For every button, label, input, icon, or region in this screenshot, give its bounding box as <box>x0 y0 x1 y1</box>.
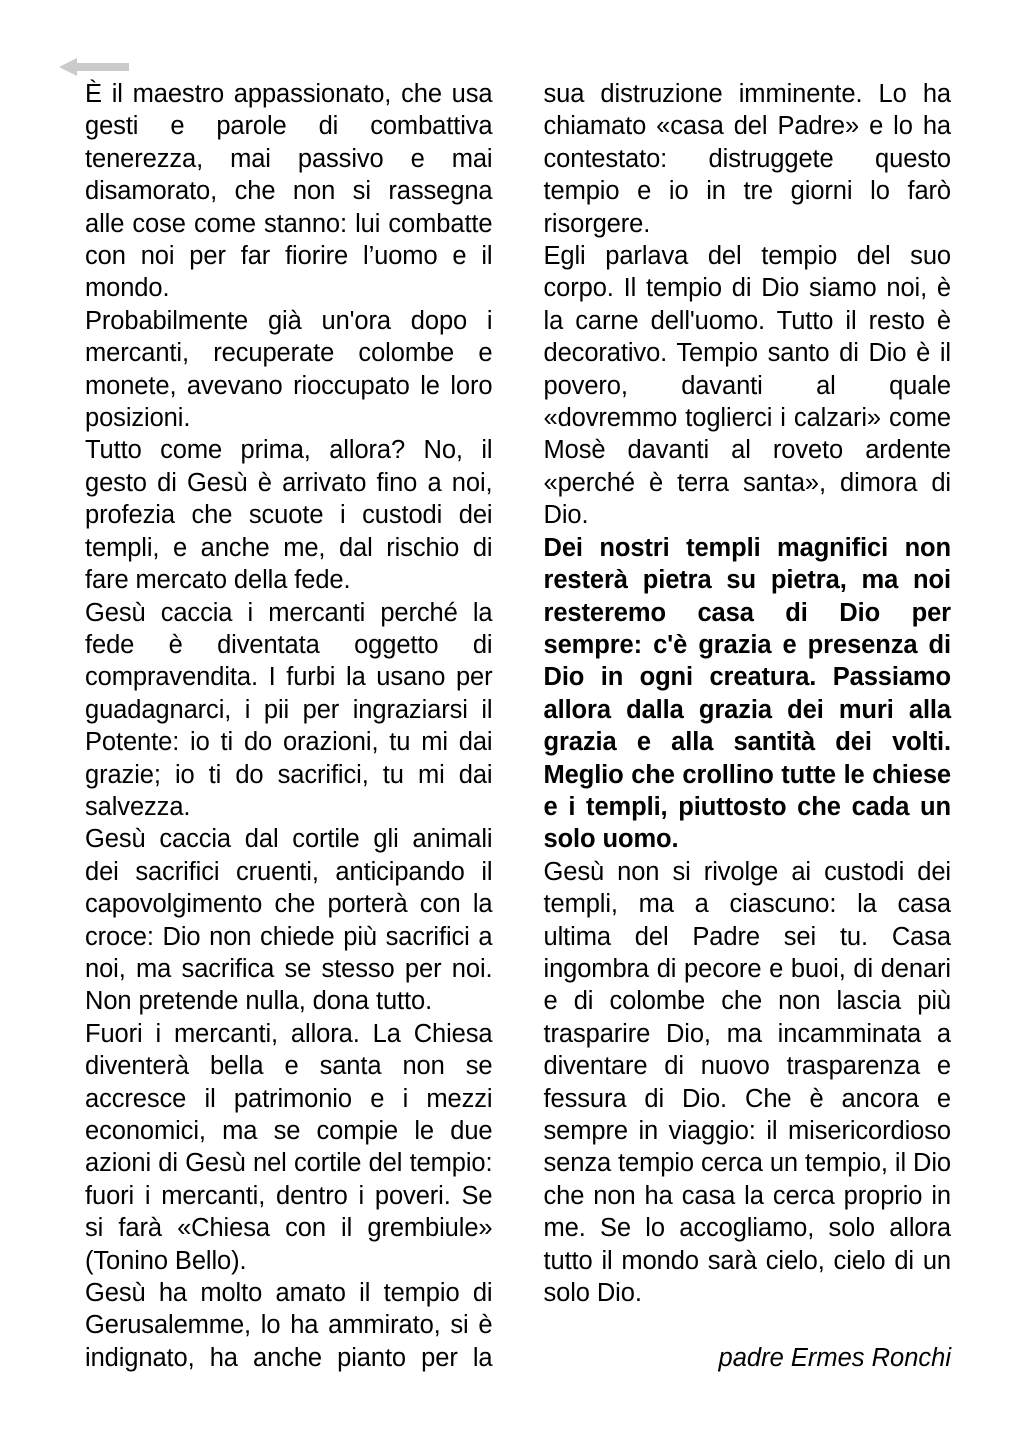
paragraph: Fuori i mercanti, allora. La Chiesa diventerà bella e santa non se accresce il patrimonio e i mezzi economici, ma se compie le due azioni di Gesù nel cortile del tempio: fuori i mercanti, dentro i poveri. Se si farà «Chiesa con il grembiule» (Tonino Bello). <box>85 1019 493 1275</box>
paragraph: Gesù caccia i mercanti perché la fede è diventata oggetto di compravendita. I furbi la usano per guadagnarci, i pii per ingraziarsi il Potente: io ti do orazioni, tu mi dai grazie; io ti do sacrifici, tu mi dai salvezza. <box>85 598 493 821</box>
paragraph: Egli parlava del tempio del suo corpo. Il tempio di Dio siamo noi, è la carne dell'uomo. Tutto il resto è decorativo. Tempio santo di Dio è il povero, davanti al quale «dovremmo toglierci i calzari» come Mosè davanti al roveto ardente «perché è terra santa», dimora di Dio. <box>543 242 951 530</box>
article-body <box>85 78 951 1378</box>
paragraph: Probabilmente già un'ora dopo i mercanti, recuperate colombe e monete, avevano rioccupato le loro posizioni. <box>85 306 493 433</box>
paragraph: Gesù caccia dal cortile gli animali dei sacrifici cruenti, anticipando il capovolgimento che porterà con la croce: Dio non chiede più sacrifici a noi, ma sacrifica se stesso per noi. Non pretende nulla, dona tutto. <box>85 825 493 1016</box>
paragraph: Gesù ha molto amato il tempio di Gerusalemme, lo ha ammirato, si è indignato, ha anche pianto per la sua distruzione imminente. Lo ha chiamato «casa del Padre» e lo ha contestato: distruggete questo tempio e io in tre giorni lo farò risorgere. <box>85 80 951 1372</box>
paragraph: Tutto come prima, allora? No, il gesto di Gesù è arrivato fino a noi, profezia che scuote i custodi dei templi, e anche me, dal rischio di fare mercato della fede. <box>85 436 493 595</box>
author-signature: padre Ermes Ronchi <box>718 1343 951 1372</box>
back-arrow-icon[interactable] <box>59 56 129 78</box>
paragraph: È il maestro appassionato, che usa gesti e parole di combattiva tenerezza, mai passivo e mai disamorato, che non si rassegna alle cose come stanno: lui combatte con noi per far fiorire l’uomo e il mondo. <box>85 80 493 303</box>
paragraph-emphasis: Dei nostri templi magnifici non resterà pietra su pietra, ma noi resteremo casa di Dio per sempre: c'è grazia e presenza di Dio in ogni creatura. Passiamo allora dalla grazia dei muri alla grazia e alla santità dei volti. Meglio che crollino tutte le chiese e i templi, piuttosto che cada un solo uomo. <box>543 533 951 854</box>
paragraph: Gesù non si rivolge ai custodi dei templi, ma a ciascuno: la casa ultima del Padre sei tu. Casa ingombra di pecore e buoi, di denari e di colombe che non lascia più trasparire Dio, ma incamminata a diventare di nuovo trasparenza e fessura di Dio. Che è ancora e sempre in viaggio: il misericordioso senza tempio cerca un tempio, il Dio che non ha casa la cerca proprio in me. Se lo accogliamo, solo allora tutto il mondo sarà cielo, cielo di un solo Dio. <box>543 857 951 1308</box>
